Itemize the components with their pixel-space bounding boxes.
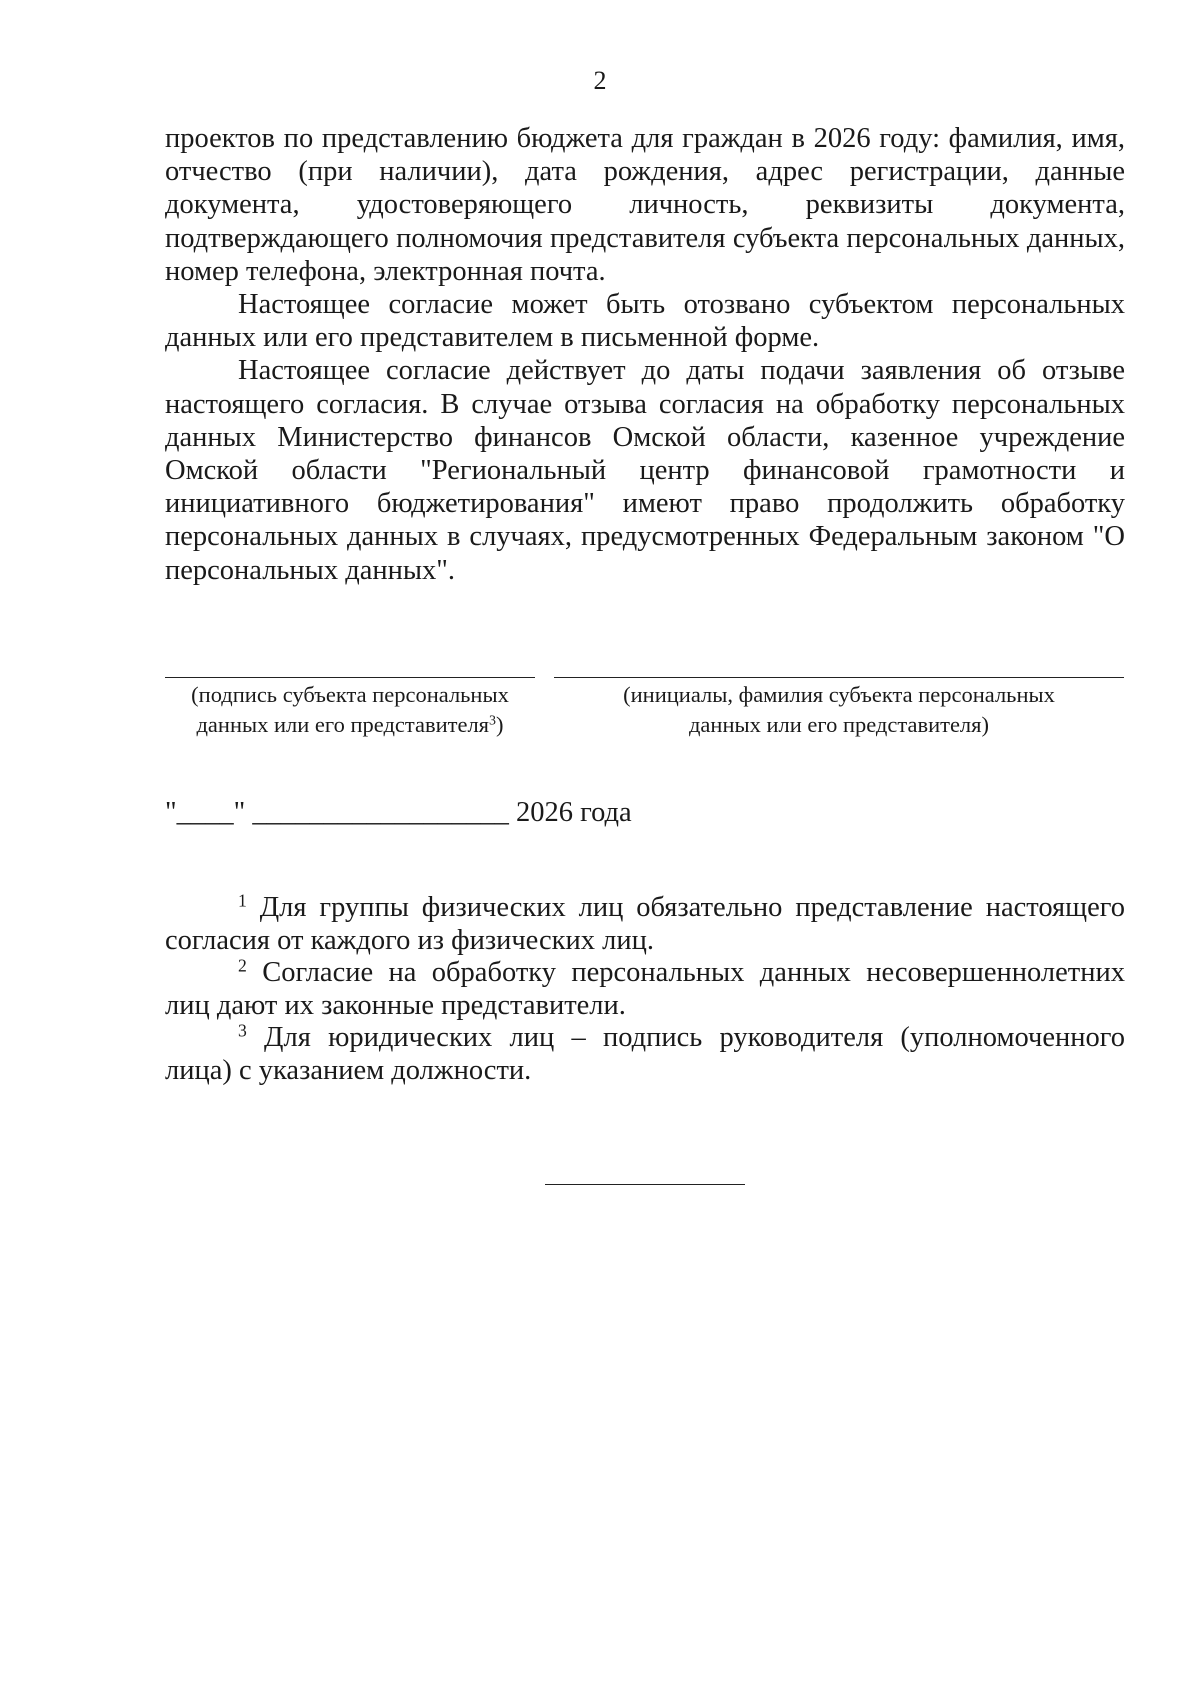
paragraph-withdrawal: Настоящее согласие может быть отозвано субъектом персональных данных или его представителем в письменной форме.	[165, 289, 1125, 354]
footnote-2	[165, 957, 1125, 1022]
name-caption-line2: данных или его представителя)	[688, 712, 990, 737]
page-number: 2	[593, 66, 607, 95]
signature-caption-end: )	[496, 712, 504, 737]
footnote-mark: 1	[238, 890, 247, 911]
end-of-document-rule	[545, 1184, 745, 1185]
footnote-text: Для группы физических лиц обязательно представление настоящего согласия от каждого из физических лиц.	[165, 892, 1125, 956]
name-caption	[554, 680, 1124, 740]
signature-caption-line1: (подпись субъекта персональных	[191, 682, 509, 707]
signature-line	[165, 677, 535, 678]
consent-body	[165, 122, 1125, 587]
signature-caption-line2: данных или его представителя	[196, 712, 490, 737]
footnote-3	[165, 1022, 1125, 1087]
footnotes	[165, 892, 1125, 1088]
footnote-mark: 3	[238, 1020, 247, 1041]
footnote-text: Для юридических лиц – подпись руководителя (уполномоченного лица) с указанием должности.	[165, 1022, 1125, 1086]
footnote-ref-3: 3	[489, 713, 496, 729]
footnote-text: Согласие на обработку персональных данных несовершеннолетних лиц дают их законные представители.	[165, 957, 1125, 1021]
footnote-mark: 2	[238, 955, 247, 976]
name-line	[554, 677, 1124, 678]
paragraph-personal-data-list: проектов по представлению бюджета для граждан в 2026 году: фамилия, имя, отчество (при наличии), дата рождения, адрес регистрации, данные документа, удостоверяющего личность, реквизиты документа, подтверждающего полномочия представителя субъекта персональных данных, номер телефона, электронная почта.	[165, 123, 1125, 287]
date-line: "____" __________________ 2026 года	[165, 797, 632, 828]
signature-caption	[165, 680, 535, 740]
paragraph-validity: Настоящее согласие действует до даты подачи заявления об отзыве настоящего согласия. В случае отзыва согласия на обработку персональных данных Министерство финансов Омской области, казенное учреждение Омской области "Региональный центр финансовой грамотности и инициативного бюджетирования" имеют право продолжить обработку персональных данных в случаях, предусмотренных Федеральным законом "О персональных данных".	[165, 355, 1125, 586]
footnote-1	[165, 892, 1125, 957]
name-caption-line1: (инициалы, фамилия субъекта персональных	[623, 682, 1055, 707]
